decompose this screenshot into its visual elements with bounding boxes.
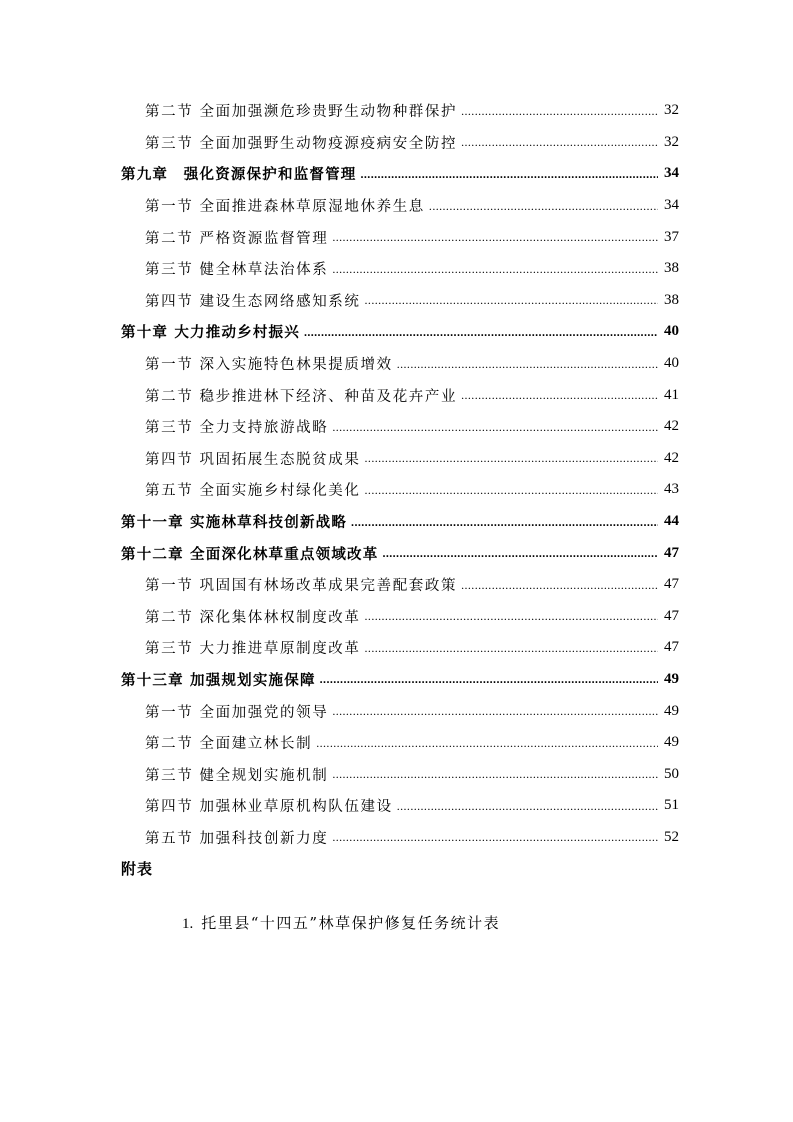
toc-entry-label: 第九章 强化资源保护和监督管理 <box>121 166 357 184</box>
toc-entry-label: 第三节 健全规划实施机制 <box>145 767 329 784</box>
toc-entry-label: 第二节 深化集体林权制度改革 <box>145 609 361 626</box>
toc-page-number: 52 <box>664 828 679 845</box>
toc-page-number: 50 <box>664 765 679 782</box>
toc-entry-label: 第三节 健全林草法治体系 <box>145 262 329 279</box>
toc-entry-label: 第一节 全面推进森林草原湿地休养生息 <box>145 199 425 216</box>
toc-page-number: 32 <box>664 133 679 150</box>
toc-entry-section[interactable] <box>0 727 793 759</box>
dot-leader <box>397 798 658 814</box>
toc-entry-label: 第三节 全力支持旅游战略 <box>145 420 329 437</box>
toc-page-number: 43 <box>664 481 679 498</box>
appendix-item-number: 1. <box>182 916 194 932</box>
toc-page-number: 34 <box>664 197 679 214</box>
appendix-heading: 附表 <box>121 860 154 878</box>
toc-page-number: 49 <box>664 734 679 751</box>
appendix-item[interactable] <box>182 912 500 933</box>
toc-entry-section[interactable] <box>0 411 793 443</box>
toc-entry-label: 第四节 巩固拓展生态脱贫成果 <box>145 451 361 468</box>
dot-leader <box>429 198 658 214</box>
dot-leader <box>332 703 658 719</box>
toc-entry-section[interactable] <box>0 822 793 854</box>
dot-leader <box>332 829 658 845</box>
toc-page-number: 34 <box>664 165 679 182</box>
toc-page-number: 40 <box>664 355 679 372</box>
dot-leader <box>361 166 659 182</box>
toc-page-number: 47 <box>664 544 679 561</box>
toc-entry-label: 第二节 全面加强濒危珍贵野生动物种群保护 <box>145 104 458 121</box>
dot-leader <box>365 608 658 624</box>
toc-entry-chapter[interactable] <box>0 537 793 569</box>
toc-entry-section[interactable] <box>0 253 793 285</box>
toc-page-number: 49 <box>664 670 679 687</box>
dot-leader <box>461 577 658 593</box>
toc-entry-section[interactable] <box>0 632 793 664</box>
toc-entry-chapter[interactable] <box>0 664 793 696</box>
dot-leader <box>365 640 658 656</box>
toc-entry-section[interactable] <box>0 601 793 633</box>
toc-entry-label: 第四节 加强林业草原机构队伍建设 <box>145 799 393 816</box>
toc-page-number: 38 <box>664 260 679 277</box>
toc-entry-section[interactable] <box>0 285 793 317</box>
toc-page-number: 32 <box>664 102 679 119</box>
toc-page-number: 44 <box>664 513 679 530</box>
toc-entry-chapter[interactable] <box>0 506 793 538</box>
toc-entry-label: 第五节 全面实施乡村绿化美化 <box>145 483 361 500</box>
toc-page-number: 47 <box>664 607 679 624</box>
dot-leader <box>332 229 658 245</box>
toc-page-number: 42 <box>664 418 679 435</box>
toc-entry-label: 第十一章 实施林草科技创新战略 <box>121 514 348 532</box>
toc-page-number: 47 <box>664 639 679 656</box>
table-of-contents <box>0 95 793 853</box>
toc-entry-label: 第一节 深入实施特色林果提质增效 <box>145 357 393 374</box>
toc-entry-section[interactable] <box>0 127 793 159</box>
toc-entry-section[interactable] <box>0 790 793 822</box>
toc-entry-section[interactable] <box>0 758 793 790</box>
toc-page-number: 40 <box>664 323 679 340</box>
appendix-item-title: 托里县“十四五”林草保护修复任务统计表 <box>201 914 501 932</box>
toc-page-number: 51 <box>664 797 679 814</box>
dot-leader <box>320 671 658 687</box>
toc-entry-label: 第十三章 加强规划实施保障 <box>121 671 316 689</box>
toc-entry-label: 第十二章 全面深化林草重点领域改革 <box>121 545 379 563</box>
dot-leader <box>365 482 658 498</box>
toc-page-number: 49 <box>664 702 679 719</box>
dot-leader <box>304 324 658 340</box>
dot-leader <box>461 387 658 403</box>
dot-leader <box>382 545 658 561</box>
toc-entry-label: 第十章 大力推动乡村振兴 <box>121 324 300 342</box>
toc-entry-label: 第二节 严格资源监督管理 <box>145 230 329 247</box>
toc-page-number: 42 <box>664 449 679 466</box>
dot-leader <box>316 735 658 751</box>
toc-entry-section[interactable] <box>0 95 793 127</box>
toc-entry-label: 第一节 全面加强党的领导 <box>145 704 329 721</box>
toc-entry-label: 第一节 巩固国有林场改革成果完善配套政策 <box>145 578 458 595</box>
toc-entry-label: 第三节 大力推进草原制度改革 <box>145 641 361 658</box>
toc-entry-section[interactable] <box>0 569 793 601</box>
toc-entry-section[interactable] <box>0 190 793 222</box>
dot-leader <box>365 450 658 466</box>
toc-entry-label: 第二节 稳步推进林下经济、种苗及花卉产业 <box>145 388 458 405</box>
dot-leader <box>332 419 658 435</box>
toc-entry-section[interactable] <box>0 695 793 727</box>
toc-entry-section[interactable] <box>0 348 793 380</box>
dot-leader <box>461 134 658 150</box>
dot-leader <box>351 514 658 530</box>
toc-entry-label: 第二节 全面建立林长制 <box>145 736 313 753</box>
toc-page-number: 47 <box>664 576 679 593</box>
toc-entry-label: 第五节 加强科技创新力度 <box>145 830 329 847</box>
toc-entry-section[interactable] <box>0 474 793 506</box>
dot-leader <box>332 766 658 782</box>
toc-entry-label: 第四节 建设生态网络感知系统 <box>145 293 361 310</box>
toc-entry-section[interactable] <box>0 379 793 411</box>
dot-leader <box>365 292 658 308</box>
dot-leader <box>397 356 658 372</box>
toc-page-number: 37 <box>664 228 679 245</box>
toc-entry-chapter[interactable] <box>0 316 793 348</box>
dot-leader <box>332 261 658 277</box>
toc-entry-chapter[interactable] <box>0 158 793 190</box>
dot-leader <box>461 103 658 119</box>
toc-page-number: 41 <box>664 386 679 403</box>
toc-entry-section[interactable] <box>0 443 793 475</box>
toc-entry-label: 第三节 全面加强野生动物疫源疫病安全防控 <box>145 135 458 152</box>
toc-page-number: 38 <box>664 291 679 308</box>
toc-entry-section[interactable] <box>0 221 793 253</box>
